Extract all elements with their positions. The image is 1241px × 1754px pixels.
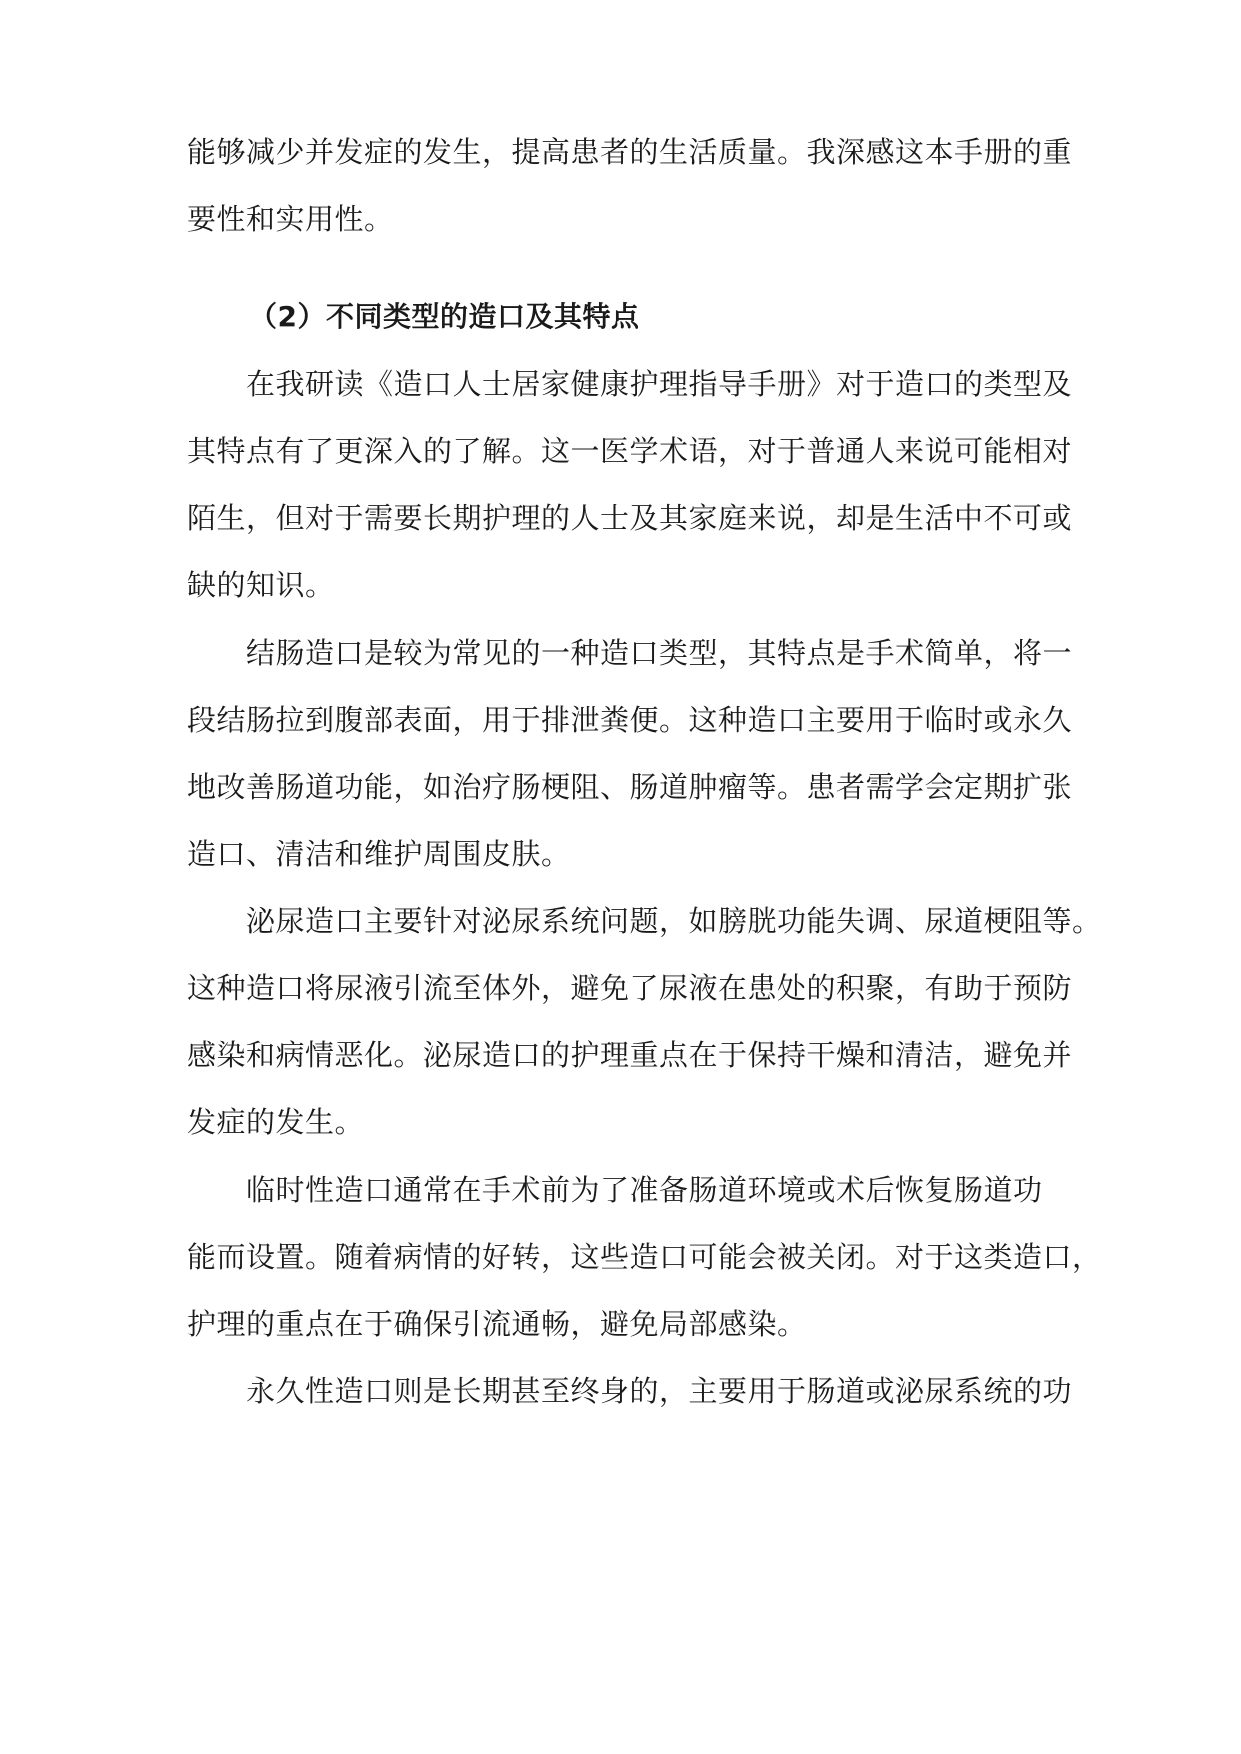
paragraph-4-line-3: 感染和病情恶化。泌尿造口的护理重点在于保持干燥和清洁，避免并: [187, 1038, 1073, 1072]
paragraph-5-line-1: 临时性造口通常在手术前为了准备肠道环境或术后恢复肠道功: [246, 1173, 1043, 1207]
paragraph-4-line-1: 泌尿造口主要针对泌尿系统问题，如膀胱功能失调、尿道梗阻等。: [246, 904, 1102, 938]
paragraph-4-line-2: 这种造口将尿液引流至体外，避免了尿液在患处的积聚，有助于预防: [187, 971, 1073, 1005]
paragraph-3-line-1: 结肠造口是较为常见的一种造口类型，其特点是手术简单，将一: [246, 636, 1073, 670]
paragraph-5-line-2: 能而设置。随着病情的好转，这些造口可能会被关闭。对于这类造口，: [187, 1240, 1102, 1274]
paragraph-3-line-4: 造口、清洁和维护周围皮肤。: [187, 837, 571, 871]
paragraph-2-line-2: 其特点有了更深入的了解。这一医学术语，对于普通人来说可能相对: [187, 434, 1073, 468]
paragraph-2-line-1: 在我研读《造口人士居家健康护理指导手册》对于造口的类型及: [246, 367, 1073, 401]
paragraph-3-line-2: 段结肠拉到腹部表面，用于排泄粪便。这种造口主要用于临时或永久: [187, 703, 1073, 737]
paragraph-5-line-3: 护理的重点在于确保引流通畅，避免局部感染。: [187, 1307, 807, 1341]
paragraph-1-line-1: 能够减少并发症的发生，提高患者的生活质量。我深感这本手册的重: [187, 135, 1073, 169]
paragraph-3-line-3: 地改善肠道功能，如治疗肠梗阻、肠道肿瘤等。患者需学会定期扩张: [187, 770, 1073, 804]
section-heading: （2）不同类型的造口及其特点: [249, 300, 640, 333]
paragraph-2-line-4: 缺的知识。: [187, 568, 335, 602]
paragraph-4-line-4: 发症的发生。: [187, 1105, 365, 1139]
paragraph-1-line-2: 要性和实用性。: [187, 202, 394, 236]
paragraph-2-line-3: 陌生，但对于需要长期护理的人士及其家庭来说，却是生活中不可或: [187, 501, 1073, 535]
paragraph-6-line-1: 永久性造口则是长期甚至终身的，主要用于肠道或泌尿系统的功: [246, 1374, 1073, 1408]
